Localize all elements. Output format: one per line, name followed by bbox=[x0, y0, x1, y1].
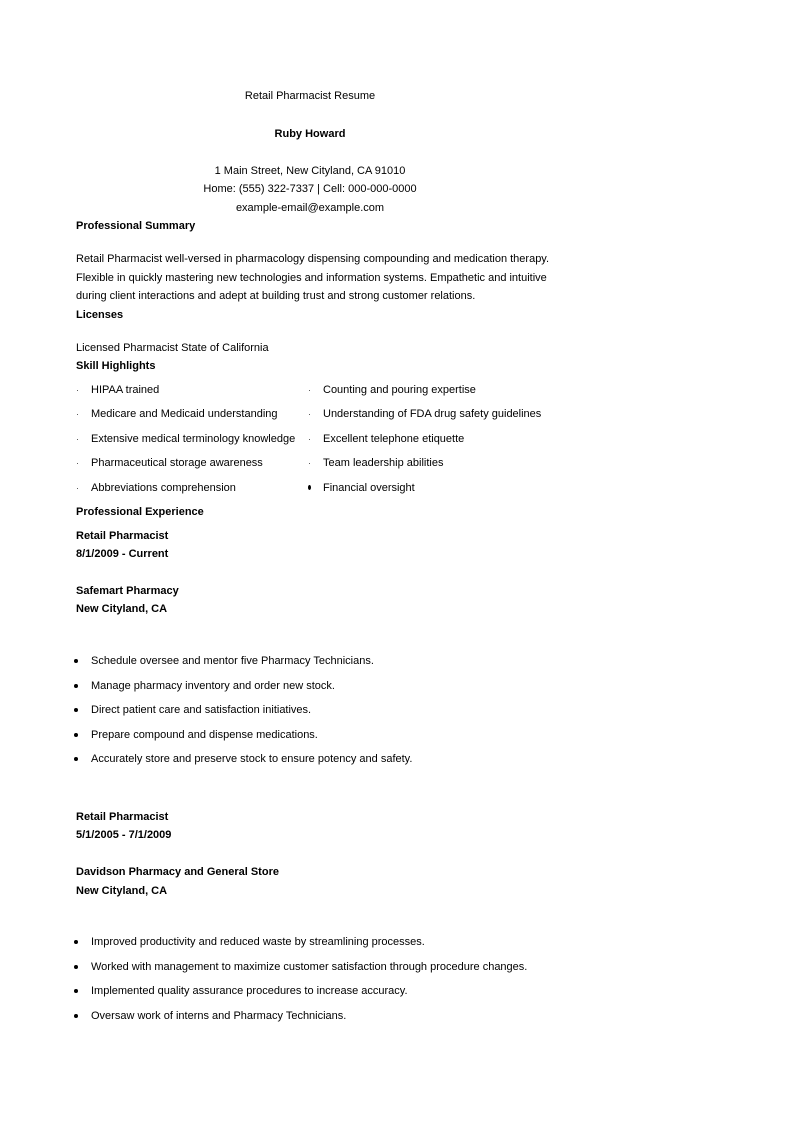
licenses-heading: Licenses bbox=[76, 309, 124, 321]
skill-item: Abbreviations comprehension bbox=[91, 482, 236, 494]
candidate-name: Ruby Howard bbox=[274, 128, 346, 140]
bullet-icon: · bbox=[76, 458, 79, 468]
bullet-icon: · bbox=[308, 409, 311, 419]
summary-heading: Professional Summary bbox=[76, 220, 196, 232]
job-company: Safemart Pharmacy bbox=[76, 585, 179, 597]
job-bullet: Accurately store and preserve stock to ensure potency and safety. bbox=[91, 753, 413, 765]
job-company: Davidson Pharmacy and General Store bbox=[76, 866, 279, 878]
skills-heading: Skill Highlights bbox=[76, 360, 156, 372]
job-bullet: Direct patient care and satisfaction initiatives. bbox=[91, 704, 312, 716]
skill-item: Medicare and Medicaid understanding bbox=[91, 408, 278, 420]
bullet-icon bbox=[74, 965, 78, 969]
bullet-icon bbox=[308, 485, 311, 490]
job-title: Retail Pharmacist bbox=[76, 530, 169, 542]
skill-item: Counting and pouring expertise bbox=[323, 384, 476, 396]
experience-heading: Professional Experience bbox=[76, 506, 204, 518]
skill-item: Understanding of FDA drug safety guidelines bbox=[323, 408, 542, 420]
phone-numbers: Home: (555) 322-7337 | Cell: 000-000-0000 bbox=[203, 183, 417, 195]
job-location: New Cityland, CA bbox=[76, 603, 168, 615]
job-bullet: Improved productivity and reduced waste by streamlining processes. bbox=[91, 936, 425, 948]
bullet-icon: · bbox=[308, 434, 311, 444]
job-title: Retail Pharmacist bbox=[76, 811, 169, 823]
job-bullet: Implemented quality assurance procedures to increase accuracy. bbox=[91, 985, 408, 997]
bullet-icon bbox=[74, 940, 78, 944]
job-location: New Cityland, CA bbox=[76, 885, 168, 897]
bullet-icon bbox=[74, 684, 78, 688]
bullet-icon: · bbox=[76, 434, 79, 444]
bullet-icon bbox=[74, 989, 78, 993]
job-dates: 8/1/2009 - Current bbox=[76, 548, 169, 560]
bullet-icon: · bbox=[308, 385, 311, 395]
job-bullet: Worked with management to maximize customer satisfaction through procedure changes. bbox=[91, 961, 528, 973]
bullet-icon: · bbox=[76, 483, 79, 493]
license-text: Licensed Pharmacist State of California bbox=[76, 342, 269, 354]
bullet-icon: · bbox=[76, 409, 79, 419]
bullet-icon bbox=[74, 757, 78, 761]
document-title: Retail Pharmacist Resume bbox=[244, 90, 376, 102]
job-bullet: Oversaw work of interns and Pharmacy Technicians. bbox=[91, 1010, 347, 1022]
job-dates: 5/1/2005 - 7/1/2009 bbox=[76, 829, 172, 841]
job-bullet: Prepare compound and dispense medications. bbox=[91, 729, 318, 741]
address: 1 Main Street, New Cityland, CA 91010 bbox=[214, 165, 406, 177]
bullet-icon bbox=[74, 1014, 78, 1018]
bullet-icon bbox=[74, 708, 78, 712]
skill-item: Team leadership abilities bbox=[323, 457, 444, 469]
summary-line: during client interactions and adept at building trust and strong customer relations. bbox=[76, 290, 476, 302]
summary-line: Retail Pharmacist well-versed in pharmacology dispensing compounding and medication therapy. bbox=[76, 253, 550, 265]
email: example-email@example.com bbox=[235, 202, 385, 214]
job-bullet: Manage pharmacy inventory and order new stock. bbox=[91, 680, 335, 692]
skill-item: Pharmaceutical storage awareness bbox=[91, 457, 263, 469]
skill-item: HIPAA trained bbox=[91, 384, 160, 396]
bullet-icon: · bbox=[308, 458, 311, 468]
bullet-icon bbox=[74, 733, 78, 737]
skill-item: Extensive medical terminology knowledge bbox=[91, 433, 296, 445]
skill-item: Financial oversight bbox=[323, 482, 415, 494]
bullet-icon bbox=[74, 659, 78, 663]
summary-line: Flexible in quickly mastering new technologies and information systems. Empathetic and intuitive bbox=[76, 272, 547, 284]
job-bullet: Schedule oversee and mentor five Pharmacy Technicians. bbox=[91, 655, 374, 667]
skill-item: Excellent telephone etiquette bbox=[323, 433, 465, 445]
bullet-icon: · bbox=[76, 385, 79, 395]
